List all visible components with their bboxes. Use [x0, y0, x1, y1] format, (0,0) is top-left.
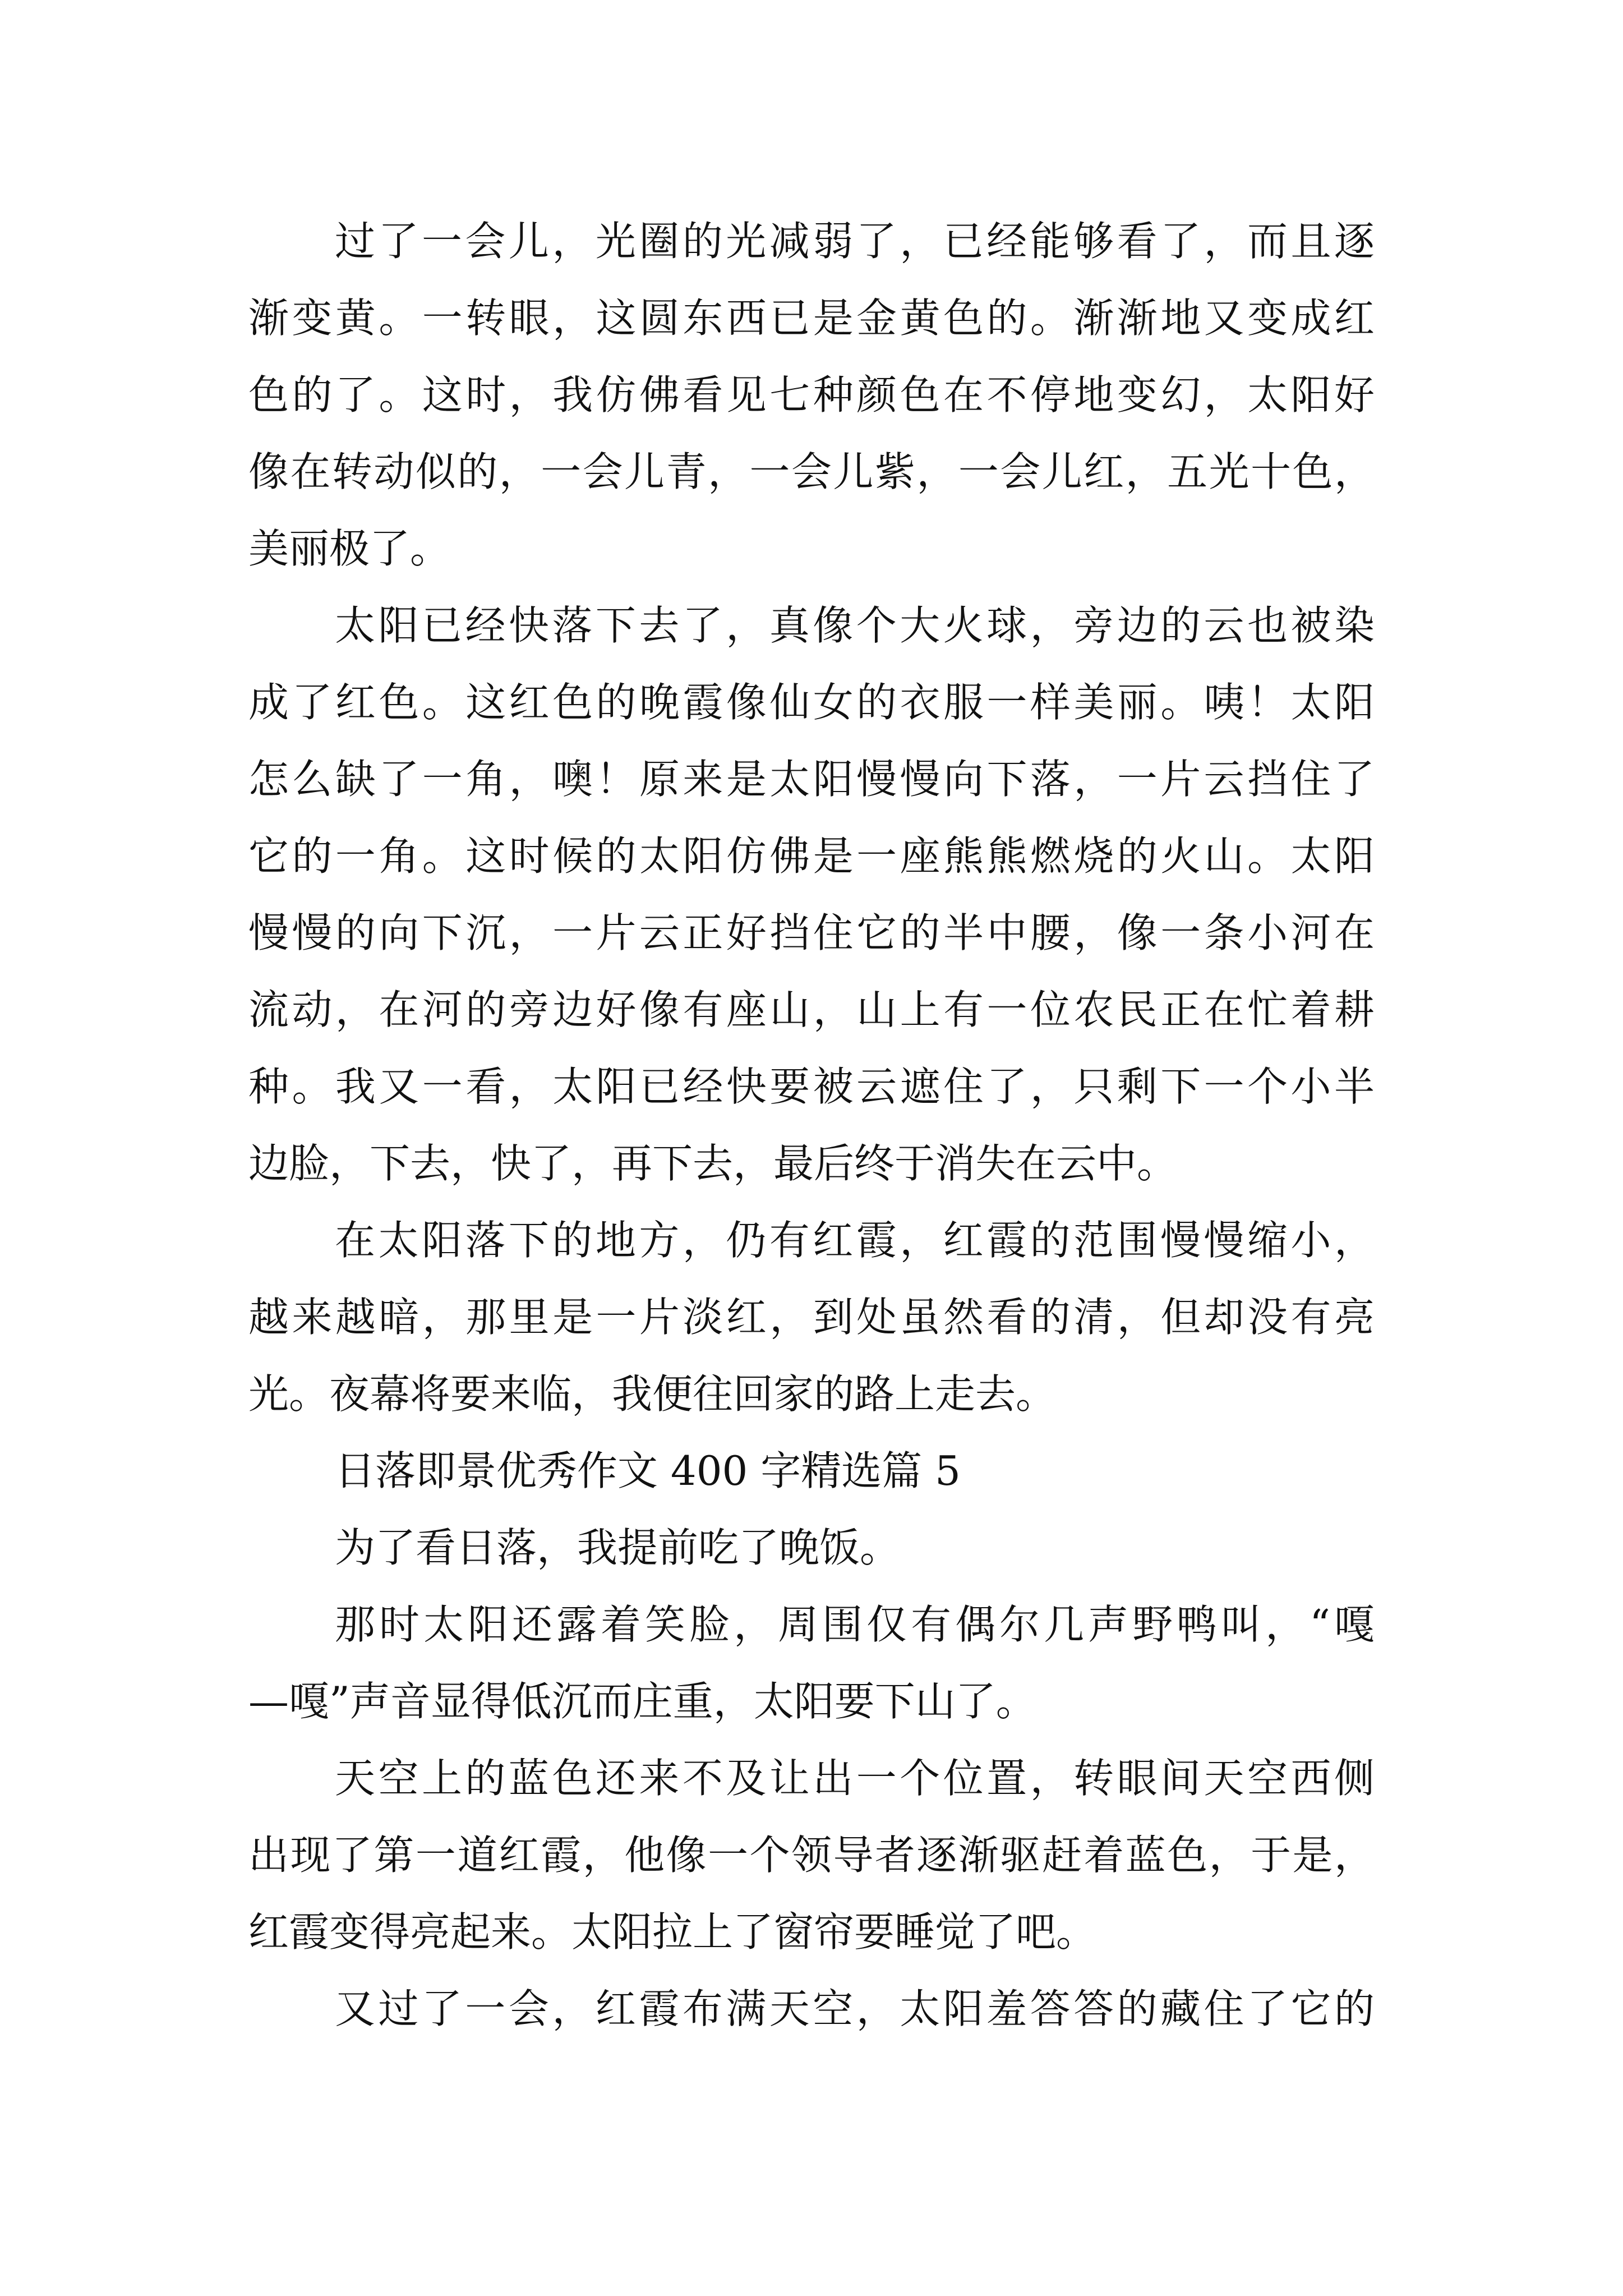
paragraph [248, 203, 1375, 587]
section-heading: 日落即景优秀作文 400 字精选篇 5 [335, 1447, 961, 1494]
text-line: 过了一会儿，光圈的光减弱了，已经能够看了，而且逐 [335, 218, 1375, 265]
text-line: 那时太阳还露着笑脸，周围仅有偶尔几声野鸭叫，“嘎 [335, 1601, 1375, 1648]
text-line: 红霞变得亮起来。太阳拉上了窗帘要睡觉了吧。 [248, 1908, 1097, 1955]
text-line: 天空上的蓝色还来不及让出一个位置，转眼间天空西侧 [335, 1755, 1375, 1802]
paragraph [248, 587, 1375, 1202]
text-line: 边脸，下去，快了，再下去，最后终于消失在云中。 [248, 1140, 1178, 1187]
text-line: 美丽极了。 [248, 525, 451, 572]
text-line: 在太阳落下的地方，仍有红霞，红霞的范围慢慢缩小， [335, 1217, 1375, 1264]
text-line: —嘎”声音显得低沉而庄重，太阳要下山了。 [248, 1678, 1036, 1725]
text-line: 像在转动似的，一会儿青，一会儿紫，一会儿红，五光十色， [248, 448, 1375, 495]
text-line: 越来越暗，那里是一片淡红，到处虽然看的清，但却没有亮 [248, 1294, 1375, 1341]
text-line: 太阳已经快落下去了，真像个大火球，旁边的云也被染 [335, 602, 1375, 649]
text-line: 出现了第一道红霞，他像一个领导者逐渐驱赶着蓝色，于是， [248, 1832, 1375, 1879]
text-line: 慢慢的向下沉，一片云正好挡住它的半中腰，像一条小河在 [248, 909, 1375, 956]
text-line: 渐变黄。一转眼，这圆东西已是金黄色的。渐渐地又变成红 [248, 295, 1375, 342]
text-line: 流动，在河的旁边好像有座山，山上有一位农民正在忙着耕 [248, 986, 1375, 1033]
text-line: 为了看日落，我提前吃了晚饭。 [335, 1524, 901, 1571]
document-body [248, 203, 1375, 2047]
paragraph [248, 1202, 1375, 1433]
text-line: 色的了。这时，我仿佛看见七种颜色在不停地变幻，太阳好 [248, 371, 1375, 418]
paragraph [248, 1971, 1375, 2047]
text-line: 光。夜幕将要来临，我便往回家的路上走去。 [248, 1370, 1057, 1418]
paragraph [248, 1510, 1375, 1586]
text-line: 它的一角。这时候的太阳仿佛是一座熊熊燃烧的火山。太阳 [248, 832, 1375, 880]
text-line: 又过了一会，红霞布满天空，太阳羞答答的藏住了它的 [335, 1985, 1375, 2032]
text-line: 怎么缺了一角，噢！原来是太阳慢慢向下落，一片云挡住了 [248, 756, 1375, 803]
text-line: 成了红色。这红色的晚霞像仙女的衣服一样美丽。咦！太阳 [248, 679, 1375, 726]
text-line: 种。我又一看，太阳已经快要被云遮住了，只剩下一个小半 [248, 1063, 1375, 1110]
paragraph [248, 1740, 1375, 1971]
paragraph [248, 1586, 1375, 1740]
